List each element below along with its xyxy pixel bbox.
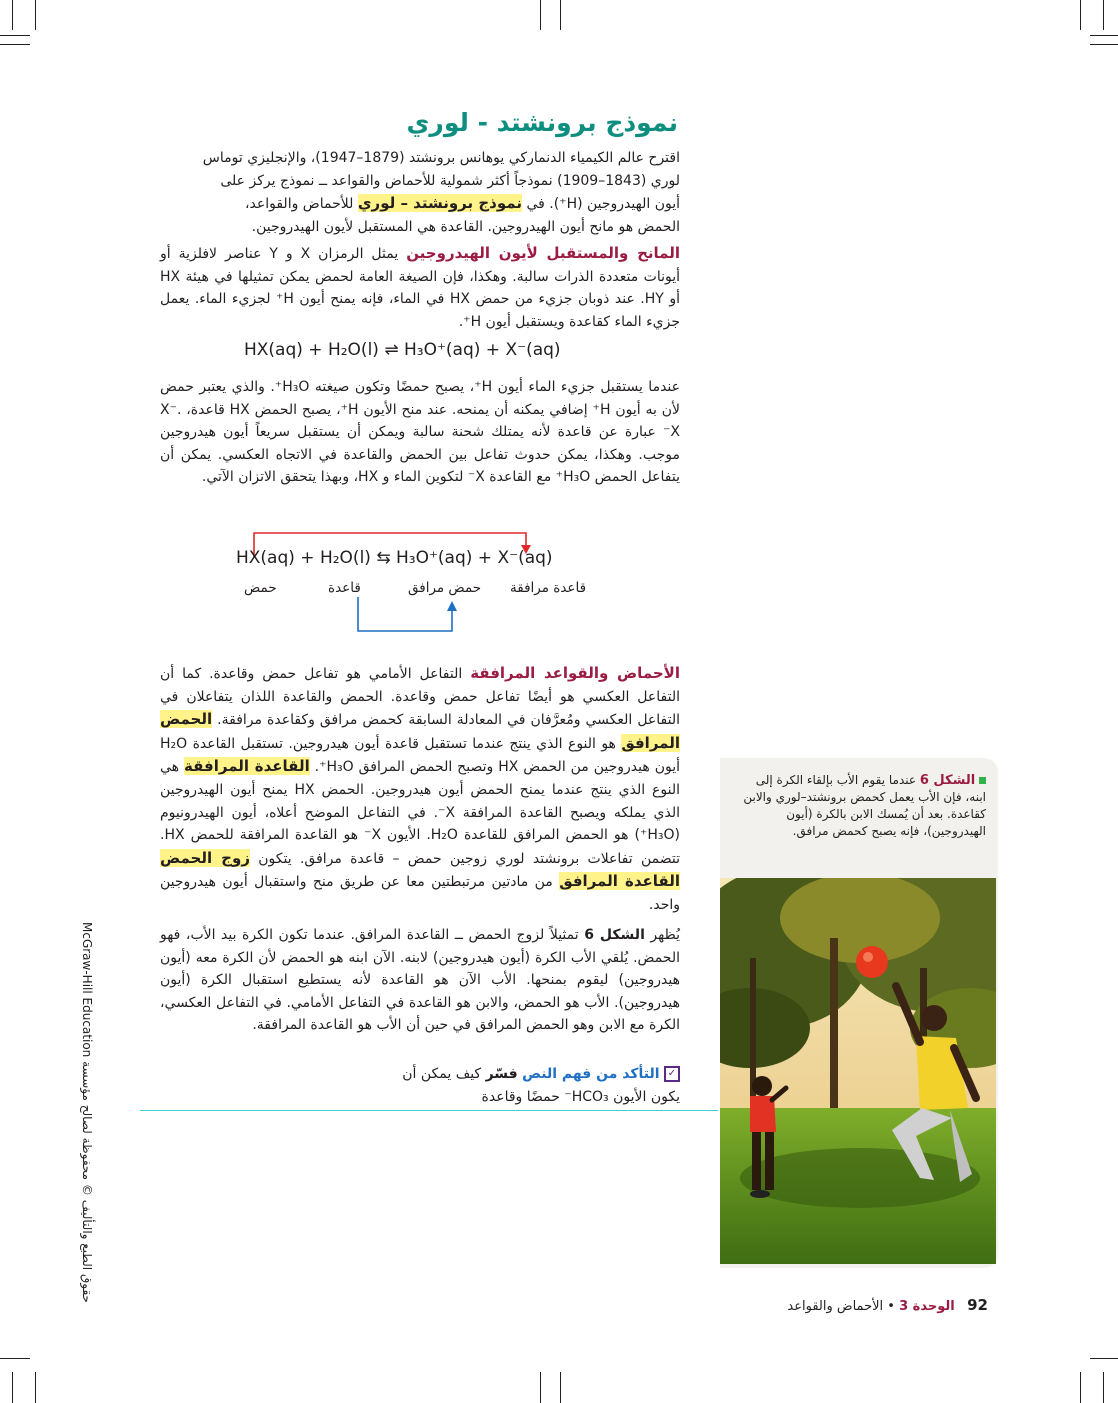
conjugate-text-2: هو النوع الذي ينتج عندما تستقبل قاعدة أيون هيدروجين. تستقبل القاعدة H₂O أيون هيدروجين من الحمض HX وتصبح الحمض المرافق H₃O⁺. bbox=[160, 735, 681, 776]
bronsted-lowry-term: نموذج برونشتد – لوري bbox=[357, 194, 522, 213]
reading-check-label: التأكد من فهم النص bbox=[522, 1066, 660, 1082]
figure-explanation-text: تمثيلاً لزوج الحمض ــ القاعدة المرافق. عندما تكون الكرة بيد الأب، فهو الحمض. يُلقي الأب الكرة (أيون هيدروجين) لابنه. الآن ابنه هو الحمض لأن الكرة معه (أيون هيدروجين) ليقوم بمنحها. الأب الآن هو القاعدة لأنه يستطيع استقبال الكرة (أيون هيدروجين). الأب هو الحمض، والابن هو القاعدة في التفاعل الأمامي. في التفاعل العكسي، الكرة مع الابن وهو الحمض المرافق في حين أن الأب هو القاعدة المرافقة. bbox=[160, 927, 680, 1034]
intro-line-1: اقترح عالم الكيمياء الدنماركي يوهانس برونشتد (1879–1947)، والإنجليزي توماس bbox=[202, 150, 680, 166]
label-base: قاعدة bbox=[328, 580, 361, 596]
reading-check bbox=[400, 1063, 680, 1108]
reading-check-text: كيف يمكن أن يكون الأيون HCO₃⁻ حمضًا وقاعدة bbox=[402, 1066, 680, 1105]
father-son-ball-photo bbox=[720, 878, 996, 1264]
intro-line-3-post: للأحماض والقواعد، bbox=[245, 196, 354, 213]
figure-explanation-paragraph bbox=[160, 924, 680, 1037]
figure-caption-text: عندما يقوم الأب بإلقاء الكرة إلى ابنه، فإن الأب يعمل كحمض برونشتد–لوري والابن كقاعدة. بعد أن يُمسك الابن بالكرة (أيون الهيدروجين)، فإنه يصبح كحمض مرافق. bbox=[743, 773, 986, 838]
unit-label: الوحدة 3 bbox=[899, 1299, 955, 1314]
copyright-sidebar: حقوق الطبع والتأليف © محفوظة لصالح مؤسسة McGraw-Hill Education bbox=[80, 922, 94, 1303]
checkbox-icon: ✓ bbox=[664, 1066, 680, 1082]
conjugate-text-4: من مادتين مرتبطتين معا عن طريق منح واستقبال أيون هيدروجين واحد. bbox=[160, 874, 680, 913]
caption-bullet-icon bbox=[979, 777, 986, 784]
conjugate-acid-term: الحمض المرافق bbox=[160, 710, 680, 752]
intro-line-4: الحمض هو مانح أيون الهيدروجين. القاعدة هي المستقبل لأيون الهيدروجين. bbox=[251, 218, 680, 235]
hydronium-paragraph: عندما يستقبل جزيء الماء أيون H⁺، يصبح حمضًا وتكون صيغته H₃O⁺. والذي يعتبر حمض لأن به أيون H⁺ إضافي يمكنه أن يمنحه. عند منح الأيون H⁺، يصبح الحمض HX قاعدة، X⁻. X⁻ عبارة عن قاعدة لأنه يمتلك شحنة سالبة ويمكن أن يستقبل سريعاً أيون هيدروجين موجب. وهكذا، يمكن حدوث تفاعل بين الحمض والقاعدة في الاتجاه العكسي. يمكن أن يتفاعل الحمض H₃O⁺ مع القاعدة X⁻ لتكوين الماء و HX، وبهذا يتحقق الاتزان الآتي. bbox=[160, 379, 681, 486]
conjugate-paragraph bbox=[160, 662, 680, 917]
page-footer bbox=[787, 1296, 988, 1314]
intro-paragraph bbox=[160, 147, 680, 238]
reading-check-verb: فسّر bbox=[485, 1066, 518, 1082]
conjugate-pair-term: زوج الحمض القاعدة المرافق bbox=[160, 848, 680, 891]
figure-label: الشكل 6 bbox=[919, 773, 976, 788]
donor-acceptor-heading: المانح والمستقبل لأيون الهيدروجين bbox=[406, 244, 680, 262]
equation-2: HX(aq) + H₂O(l) ⇆ H₃O⁺(aq) + X⁻(aq) bbox=[236, 548, 553, 568]
chapter-label: الأحماض والقواعد bbox=[787, 1299, 884, 1314]
blue-pair-line bbox=[358, 597, 452, 631]
conjugate-heading: الأحماض والقواعد المرافقة bbox=[470, 664, 680, 682]
conjugate-text-3: هي النوع الذي ينتج عندما يمنح الحمض أيون هيدروجين. الحمض HX يمنح أيون الهيدروجين الذي يملكه ويصبح القاعدة المرافقة X⁻. في التفاعل الموضح أعلاه، أيون الهيدرونيوم (H₃O⁺) هو الحمض المرافق للقاعدة H₂O. الأيون X⁻ هو القاعدة المرافقة للحمض HX. تتضمن تفاعلات برونشتد لوري زوجين حمض – قاعدة مرافق. يتكون bbox=[160, 759, 681, 867]
page-number: 92 bbox=[967, 1296, 988, 1314]
label-acid: حمض bbox=[244, 580, 277, 596]
intro-line-3-pre: أيون الهيدروجين (H⁺). في bbox=[526, 196, 680, 213]
donor-acceptor-paragraph bbox=[160, 242, 680, 333]
footer-bullet-icon: • bbox=[887, 1299, 895, 1314]
label-conjugate-acid: حمض مرافق bbox=[408, 580, 482, 596]
conjugate-base-term: القاعدة المرافقة bbox=[184, 757, 310, 776]
equation-1: HX(aq) + H₂O(l) ⇌ H₃O⁺(aq) + X⁻(aq) bbox=[244, 340, 561, 360]
reading-check-divider bbox=[140, 1110, 718, 1111]
section-title: نموذج برونشتد - لوري bbox=[406, 108, 678, 137]
conjugate-text-1: التفاعل الأمامي هو تفاعل حمض وقاعدة. كما أن التفاعل العكسي هو أيضًا تفاعل حمض وقاعدة. الحمض والقاعدة اللذان يتفاعلان في التفاعل العكسي ومُعرَّفان في المعادلة السابقة كحمض مرافق وكقاعدة مرافقة. bbox=[160, 666, 681, 729]
intro-line-3 bbox=[160, 192, 680, 216]
figure-reference: الشكل 6 bbox=[584, 927, 645, 943]
figure-explanation-pre: يُظهر bbox=[650, 927, 680, 943]
figure-caption bbox=[736, 772, 986, 840]
intro-line-2: لوري (1843–1909) نموذجاً أكثر شمولية للأحماض والقواعد ــ نموذج يركز على bbox=[220, 172, 680, 189]
photo-illustration bbox=[720, 878, 996, 1264]
label-conjugate-base: قاعدة مرافقة bbox=[510, 580, 587, 596]
blue-arrowhead bbox=[447, 601, 457, 611]
donor-acceptor-text: يمثل الرمزان X و Y عناصر لافلزية أو أيونات متعددة الذرات سالبة. وهكذا، فإن الصيغة العامة لحمض يمكن تمثيلها في هيئة HX أو HY. عند ذوبان جزيء من حمض HX في الماء، فإنه يمنح أيون H⁺ لجزيء الماء. يعمل جزيء الماء كقاعدة ويستقبل أيون H⁺. bbox=[160, 246, 681, 330]
